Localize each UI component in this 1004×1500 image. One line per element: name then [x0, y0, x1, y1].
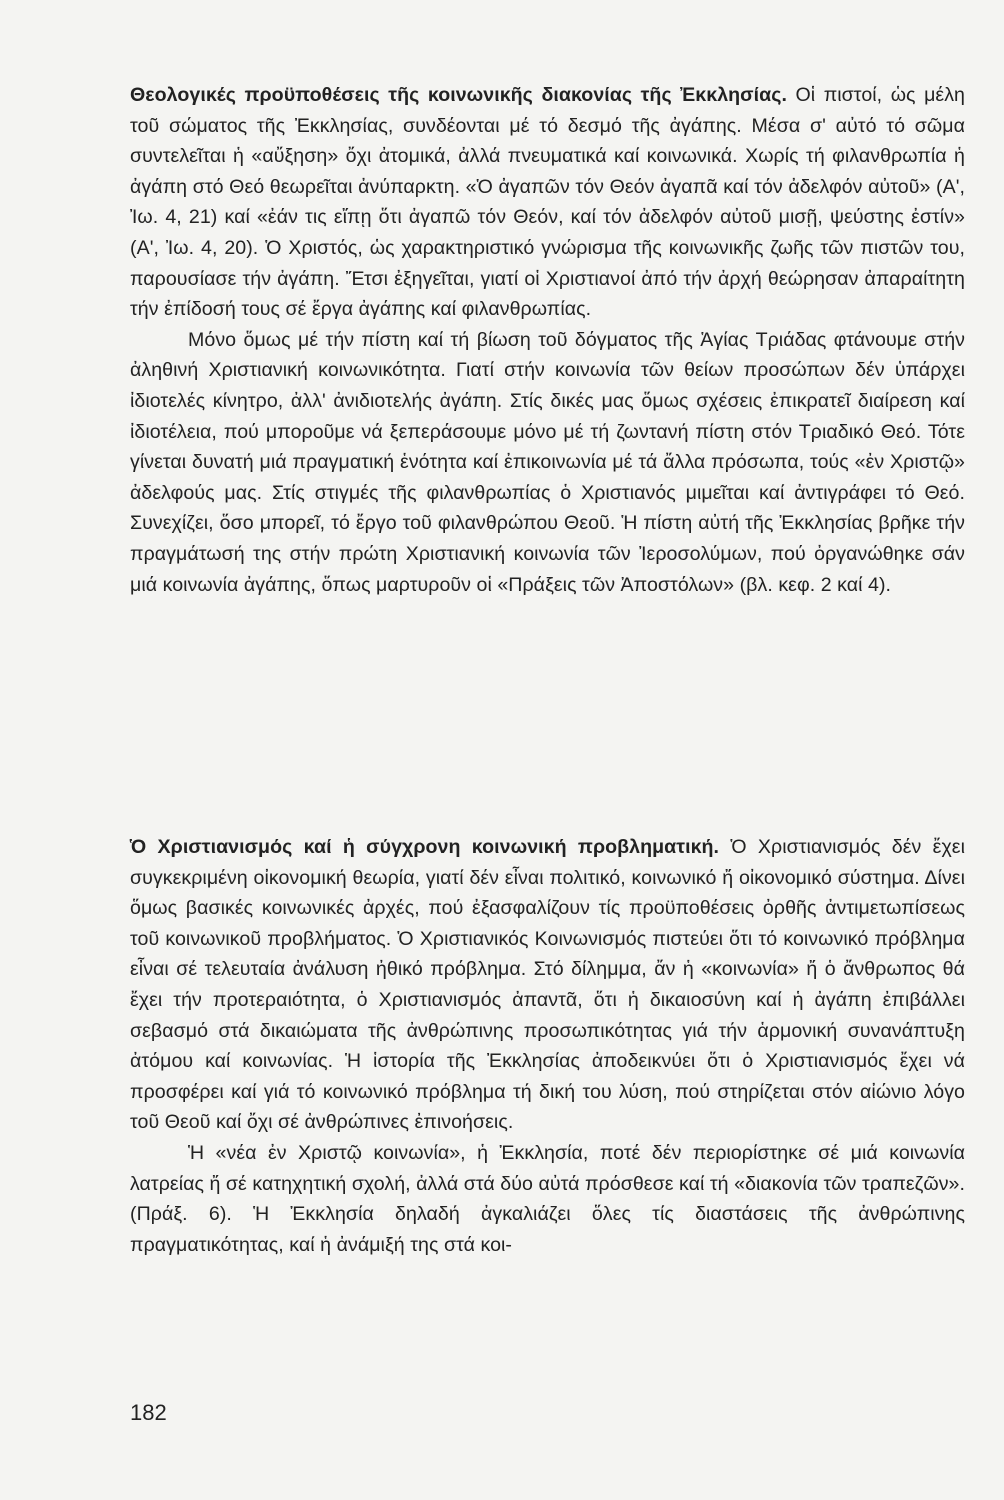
text-column-bottom	[130, 832, 965, 1260]
paragraph-social-problem	[130, 832, 965, 1138]
paragraph-theological-prerequisites	[130, 80, 965, 325]
section-heading-social: Ὁ Χριστιανισμός καί ἡ σύγχρονη κοινωνική προβληματική.	[130, 836, 720, 858]
paragraph-text: Οἱ πιστοί, ὡς μέλη τοῦ σώματος τῆς Ἐκκλησίας, συνδέονται μέ τό δεσμό τῆς ἀγάπης. Μέσα σ' αὐτό τό σῶμα συντελεῖται ἡ «αὔξηση» ὄχι ἀτομικά, ἀλλά πνευματικά καί κοινωνικά. Χωρίς τή φιλανθρωπία ἡ ἀγάπη στό Θεό θεωρεῖται ἀνύπαρκτη. «Ὁ ἀγαπῶν τόν Θεόν ἀγαπᾶ καί τόν ἀδελφόν αὐτοῦ» (Α', Ἰω. 4, 21) καί «ἐάν τις εἴπῃ ὅτι ἀγαπῶ τόν Θεόν, καί τόν ἀδελφόν αὐτοῦ μισῇ, ψεύστης ἐστίν» (Α', Ἰω. 4, 20). Ὁ Χριστός, ὡς χαρακτηριστικό γνώρισμα τῆς κοινωνικῆς ζωῆς τῶν πιστῶν του, παρουσίασε τήν ἀγάπη. Ἔτσι ἐξηγεῖται, γιατί οἱ Χριστιανοί ἀπό τήν ἀρχή θεώρησαν ἀπαραίτητη τήν ἐπίδοσή τους σέ ἔργα ἀγάπης καί φιλανθρωπίας.	[130, 84, 965, 321]
paragraph-new-community: Ἡ «νέα ἐν Χριστῷ κοινωνία», ἡ Ἐκκλησία, ποτέ δέν περιορίστηκε σέ μιά κοινωνία λατρείας ἤ σέ κατηχητική σχολή, ἀλλά στά δύο αὐτά πρόσθεσε καί τή «διακονία τῶν τραπεζῶν». (Πράξ. 6). Ἡ Ἐκκλησία δηλαδή ἀγκαλιάζει ὅλες τίς διαστάσεις τῆς ἀνθρώπινης πραγματικότητας, καί ἡ ἀνάμιξή της στά κοι-	[130, 1141, 965, 1256]
page-number: 182	[130, 1400, 167, 1425]
paragraph-text: Ὁ Χριστιανισμός δέν ἔχει συγκεκριμένη οἰκονομική θεωρία, γιατί δέν εἶναι πολιτικό, κοινωνικό ἤ οἰκονομικό σύστημα. Δίνει ὅμως βασικές κοινωνικές ἀρχές, πού ἐξασφαλίζουν τίς προϋποθέσεις ὀρθῆς ἀντιμετωπίσεως τοῦ κοινωνικοῦ προβλήματος. Ὁ Χριστιανικός Κοινωνισμός πιστεύει ὅτι τό κοινωνικό πρόβλημα εἶναι σέ τελευταία ἀνάλυση ἠθικό πρόβλημα. Στό δίλημμα, ἄν ἡ «κοινωνία» ἤ ὁ ἄνθρωπος θά ἔχει τήν προτεραιότητα, ὁ Χριστιανισμός ἀπαντᾶ, ὅτι ἡ δικαιοσύνη καί ἡ ἀγάπη ἐπιβάλλει σεβασμό στά δικαιώματα τῆς ἀνθρώπινης προσωπικότητας γιά τήν ἁρμονική συνανάπτυξη ἀτόμου καί κοινωνίας. Ἡ ἱστορία τῆς Ἐκκλησίας ἀποδεικνύει ὅτι ὁ Χριστιανισμός ἔχει νά προσφέρει καί γιά τό κοινωνικό πρόβλημα τή δική του λύση, πού στηρίζεται στόν αἰώνιο λόγο τοῦ Θεοῦ καί ὄχι σέ ἀνθρώπινες ἐπινοήσεις.	[130, 836, 965, 1134]
paragraph-holy-trinity: Μόνο ὅμως μέ τήν πίστη καί τή βίωση τοῦ δόγματος τῆς Ἁγίας Τριάδας φτάνουμε στήν ἀληθινή Χριστιανική κοινωνικότητα. Γιατί στήν κοινωνία τῶν θείων προσώπων δέν ὑπάρχει ἰδιοτελές κίνητρο, ἀλλ' ἀνιδιοτελής ἀγάπη. Στίς δικές μας ὅμως σχέσεις ἐπικρατεῖ διαίρεση καί ἰδιοτέλεια, πού μποροῦμε νά ξεπεράσουμε μόνο μέ τή ζωντανή πίστη στόν Τριαδικό Θεό. Τότε γίνεται δυνατή μιά πραγματική ἑνότητα καί ἐπικοινωνία μέ τά ἄλλα πρόσωπα, τούς «ἐν Χριστῷ» ἀδελφούς μας. Στίς στιγμές τῆς φιλανθρωπίας ὁ Χριστιανός μιμεῖται καί ἀντιγράφει τό Θεό. Συνεχίζει, ὅσο μπορεῖ, τό ἔργο τοῦ φιλανθρώπου Θεοῦ. Ἡ πίστη αὐτή τῆς Ἐκκλησίας βρῆκε τήν πραγμάτωσή της στήν πρώτη Χριστιανική κοινωνία τῶν Ἰεροσολύμων, πού ὀργανώθηκε σάν μιά κοινωνία ἀγάπης, ὅπως μαρτυροῦν οἱ «Πράξεις τῶν Ἀποστόλων» (βλ. κεφ. 2 καί 4).	[130, 328, 965, 596]
section-heading-theological: Θεολογικές προϋποθέσεις τῆς κοινωνικῆς διακονίας τῆς Ἐκκλησίας.	[130, 84, 787, 106]
text-column-top	[130, 80, 965, 600]
